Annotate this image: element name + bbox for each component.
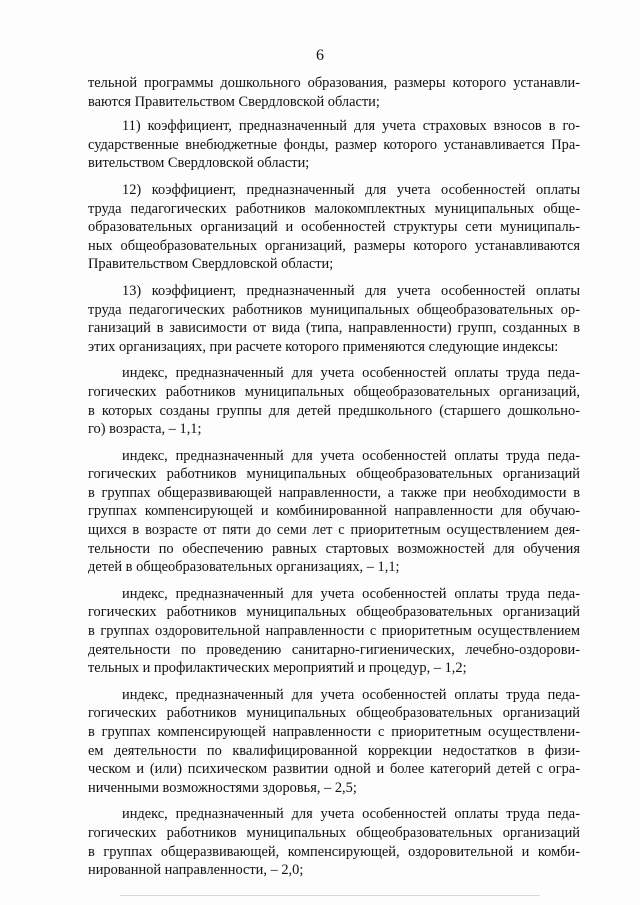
text-line: щихся в возрасте от пяти до семи лет с приоритетным осуществлением дея-: [88, 522, 580, 539]
paragraph-continuation: [88, 74, 580, 111]
text-line: 13) коэффициент, предназначенный для учета особенностей оплаты: [122, 282, 580, 299]
text-line: гогических работников муниципальных общеобразовательных организаций: [88, 466, 580, 483]
text-line: тельных и профилактических мероприятий и процедур, – 1,2;: [88, 660, 467, 677]
page-number: 6: [316, 47, 324, 64]
paragraph-item-11: [88, 117, 580, 173]
paragraph-index-3: [88, 585, 580, 678]
text-line: индекс, предназначенный для учета особенностей оплаты труда педа-: [122, 447, 580, 464]
text-line: деятельности по проведению санитарно-гигиенических, лечебно-оздорови-: [88, 641, 580, 658]
paragraph-index-5: [88, 805, 580, 879]
paragraph-index-4: [88, 686, 580, 798]
text-line: гогических работников муниципальных общеобразовательных организаций: [88, 824, 580, 841]
paragraph-index-1: [88, 364, 580, 438]
text-line: тельной программы дошкольного образования, размеры которого устанавли-: [88, 75, 580, 91]
text-line: вительством Свердловской области;: [88, 155, 310, 172]
text-line: труда педагогических работников муниципальных общеобразовательных ор-: [88, 301, 580, 318]
text-line: индекс, предназначенный для учета особенностей оплаты труда педа-: [122, 686, 580, 703]
text-line: го) возраста, – 1,1;: [88, 421, 202, 438]
text-line: в группах компенсирующей направленности с приоритетным осуществлени-: [88, 724, 580, 740]
text-line: этих организациях, при расчете которого применяются следующие индексы:: [88, 338, 559, 355]
text-line: нированной направленности, – 2,0;: [88, 862, 304, 879]
text-line: ганизаций в зависимости от вида (типа, направленности) групп, созданных в: [88, 320, 580, 337]
text-line: гогических работников муниципальных общеобразовательных организаций: [88, 705, 580, 722]
text-line: труда педагогических работников малокомплектных муниципальных обще-: [88, 200, 580, 217]
text-line: в группах общеразвивающей, компенсирующей, оздоровительной и комби-: [88, 843, 580, 860]
paragraph-index-2: [88, 447, 580, 577]
paragraph-item-13: [88, 282, 580, 356]
text-line: 12) коэффициент, предназначенный для учета особенностей оплаты: [122, 181, 580, 198]
text-line: группах компенсирующей и комбинированной направленности для обучаю-: [88, 503, 580, 520]
text-line: в группах оздоровительной направленности с приоритетным осуществлением: [88, 623, 580, 640]
text-line: гогических работников муниципальных общеобразовательных организаций,: [88, 383, 580, 400]
text-line: индекс, предназначенный для учета особенностей оплаты труда педа-: [122, 585, 580, 602]
text-line: сударственные внебюджетные фонды, размер которого устанавливается Пра-: [88, 136, 580, 153]
text-line: Правительством Свердловской области;: [88, 256, 334, 273]
text-line: ваются Правительством Свердловской области;: [88, 93, 380, 110]
text-line: в группах общеразвивающей направленности, а также при необходимости в: [88, 484, 580, 501]
text-line: индекс, предназначенный для учета особенностей оплаты труда педа-: [122, 365, 580, 382]
text-line: ниченными возможностями здоровья, – 2,5;: [88, 779, 357, 796]
text-line: детей в общеобразовательных организациях, – 1,1;: [88, 559, 400, 576]
text-line: 11) коэффициент, предназначенный для учета страховых взносов в го-: [122, 118, 580, 135]
text-line: тельности по обеспечению равных стартовых возможностей для обучения: [88, 540, 580, 557]
text-line: в которых созданы группы для детей предшкольного (старшего дошкольно-: [88, 402, 580, 419]
text-line: ем деятельности по квалифицированной коррекции недостатков в физи-: [88, 742, 580, 759]
text-line: ческом и (или) психическом развитии одной и более категорий детей с огра-: [88, 761, 580, 778]
text-line: ных общеобразовательных организаций, размеры которого устанавливаются: [88, 237, 580, 254]
document-body: [88, 74, 580, 886]
paragraph-item-12: [88, 181, 580, 274]
text-line: образовательных организаций и особенностей структуры сети муниципаль-: [88, 219, 580, 236]
text-line: гогических работников муниципальных общеобразовательных организаций: [88, 604, 580, 621]
text-line: индекс, предназначенный для учета особенностей оплаты труда педа-: [122, 806, 580, 823]
scan-edge-line: [120, 895, 540, 896]
